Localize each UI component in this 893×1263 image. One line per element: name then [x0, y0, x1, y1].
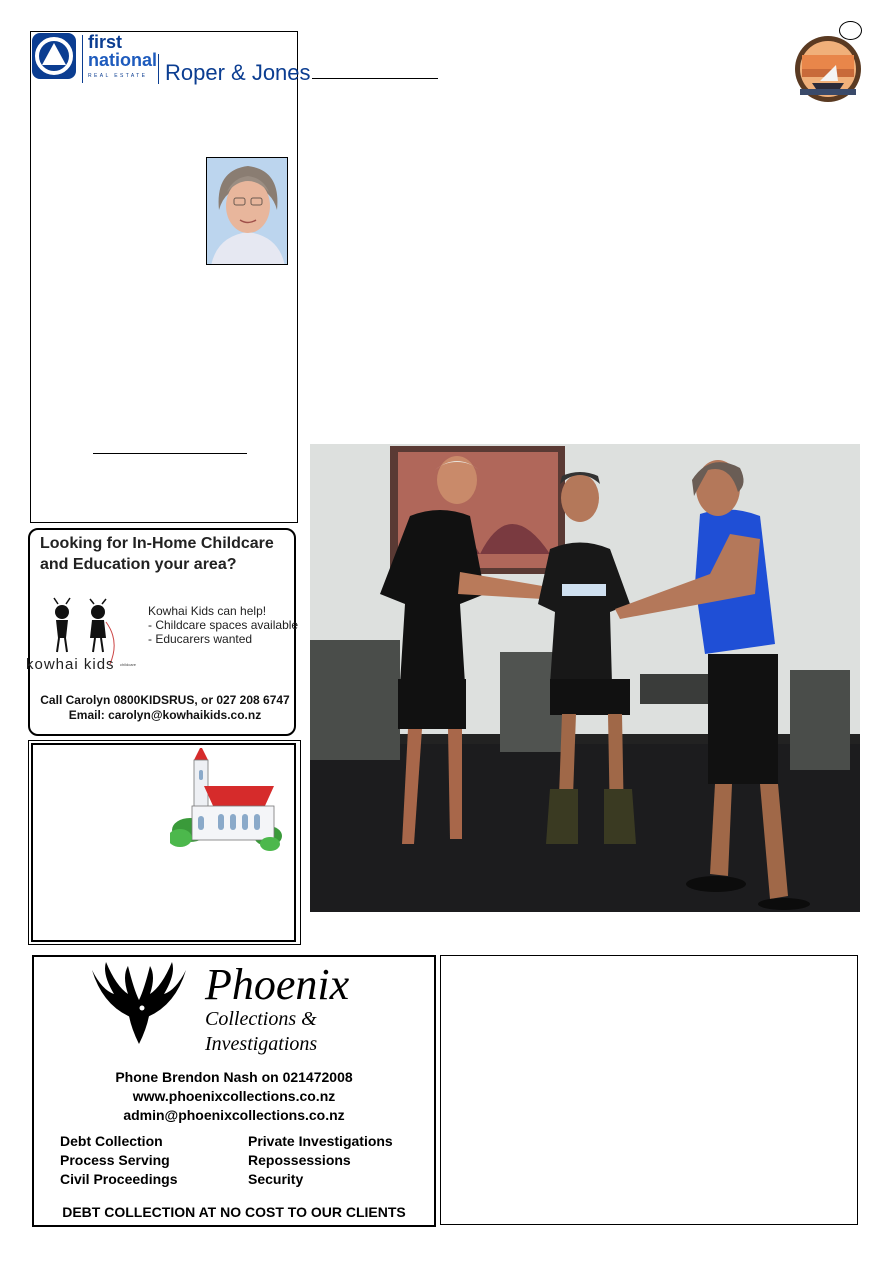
heading-underline [312, 78, 438, 79]
service-item: Process Serving [60, 1152, 170, 1168]
presentation-photo [310, 444, 860, 912]
kowhai-phone: Call Carolyn 0800KIDSRUS, or 027 208 6747 [40, 693, 290, 707]
first-national-ad [30, 31, 298, 523]
club-badge-icon [794, 35, 862, 103]
brand-office: Roper & Jones [165, 60, 311, 85]
phoenix-footer: DEBT COLLECTION AT NO COST TO OUR CLIENTS [62, 1204, 406, 1220]
kowhai-brand-sub: childcare [120, 662, 137, 667]
logo-divider [82, 35, 83, 83]
service-item: Private Investigations [248, 1133, 393, 1149]
brand-national: national [88, 50, 158, 70]
church-icon [170, 748, 282, 852]
service-item: Civil Proceedings [60, 1171, 178, 1187]
service-item: Repossessions [248, 1152, 351, 1168]
phoenix-website: www.phoenixcollections.co.nz [132, 1088, 336, 1104]
phoenix-subtitle-2: Investigations [205, 1033, 318, 1055]
agent-portrait [206, 157, 288, 265]
phoenix-email: admin@phoenixcollections.co.nz [123, 1107, 345, 1123]
phoenix-title: Phoenix [205, 960, 350, 1009]
phoenix-services-right [248, 1132, 393, 1189]
blank-notice-box [440, 955, 858, 1225]
phoenix-services-left [60, 1132, 177, 1189]
phoenix-contact [34, 1068, 434, 1125]
service-item: Debt Collection [60, 1133, 163, 1149]
help-line: - Childcare spaces available [148, 618, 299, 632]
brand-separator [158, 54, 159, 84]
kowhai-email: Email: carolyn@kowhaikids.co.nz [68, 708, 262, 722]
underline-rule [93, 453, 247, 454]
help-line: Kowhai Kids can help! [148, 604, 267, 618]
page-number-oval [839, 21, 862, 40]
first-national-logo-icon [32, 33, 76, 79]
help-line: - Educarers wanted [148, 632, 253, 646]
phoenix-phone: Phone Brendon Nash on 021472008 [115, 1069, 353, 1085]
service-item: Security [248, 1171, 304, 1187]
kowhai-help-text [148, 604, 298, 646]
kowhai-heading: Looking for In-Home Childcare and Education your area? [40, 535, 274, 573]
phoenix-bird-icon [84, 960, 194, 1048]
brand-tagline: REAL ESTATE [88, 73, 148, 79]
phoenix-subtitle-1: Collections & [205, 1008, 317, 1030]
kowhai-brand: kowhai kids [26, 656, 115, 673]
kowhai-contact [40, 693, 290, 723]
brand-first: first [88, 32, 123, 52]
